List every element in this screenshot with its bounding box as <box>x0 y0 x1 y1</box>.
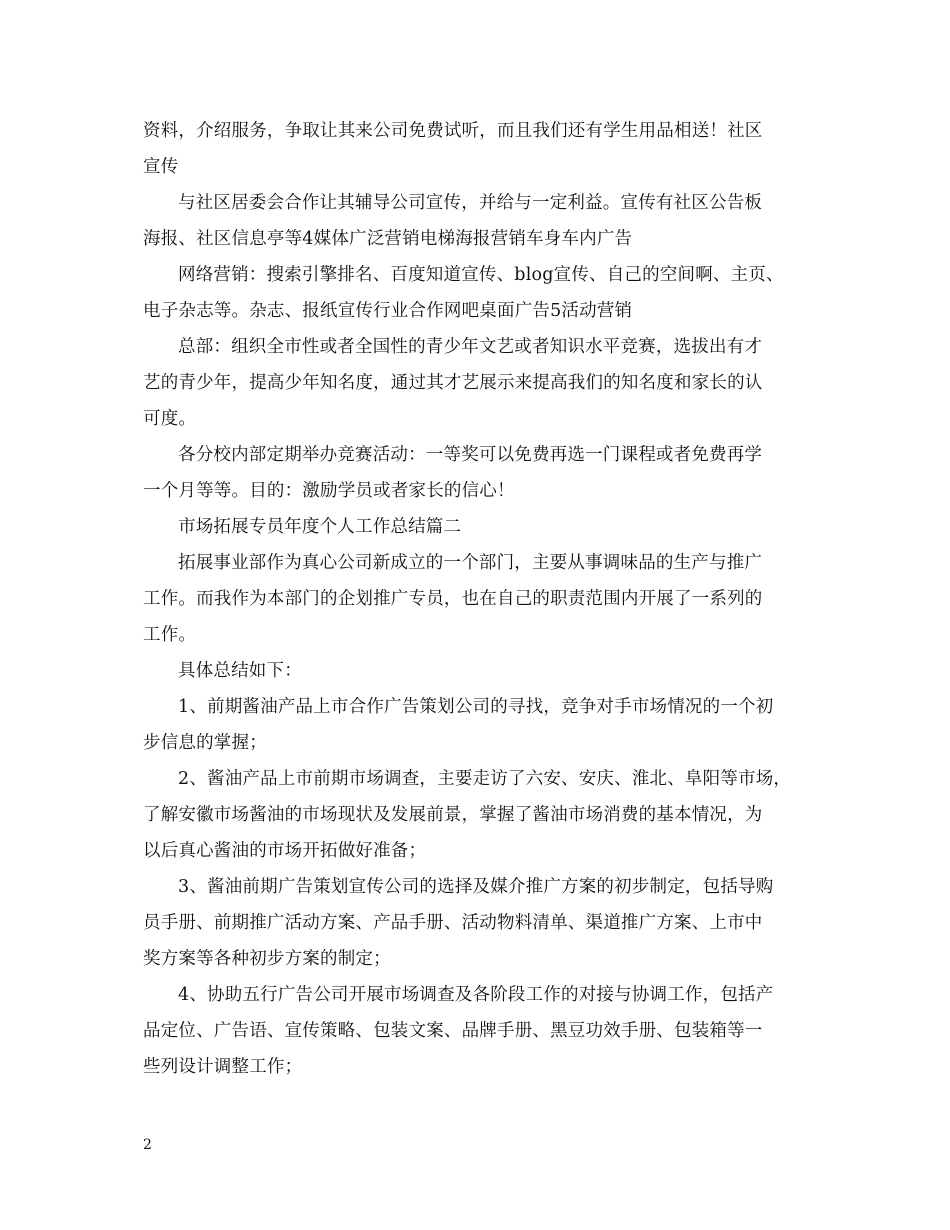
section-heading: 市场拓展专员年度个人工作总结篇二 <box>178 517 462 537</box>
paragraph-start: 与社区居委会合作让其辅导公司宣传，并给与一定利益。宣传有社区公告板 <box>178 193 763 213</box>
text-line: 些列设计调整工作； <box>143 1057 303 1077</box>
paragraph-start: 各分校内部定期举办竞赛活动：一等奖可以免费再选一门课程或者免费再学 <box>178 445 763 465</box>
paragraph-start: 具体总结如下： <box>178 661 302 681</box>
list-item-1: 1、前期酱油产品上市合作广告策划公司的寻找，竞争对手市场情况的一个初 <box>178 697 774 717</box>
text-line: 电子杂志等。杂志、报纸宣传行业合作网吧桌面广告5活动营销 <box>143 301 633 321</box>
list-item-2: 2、酱油产品上市前期市场调查，主要走访了六安、安庆、淮北、阜阳等市场， <box>178 769 792 789</box>
text-line: 员手册、前期推广活动方案、产品手册、活动物料清单、渠道推广方案、上市中 <box>143 913 763 933</box>
text-line: 奖方案等各种初步方案的制定； <box>143 949 391 969</box>
text-line: 了解安徽市场酱油的市场现状及发展前景，掌握了酱油市场消费的基本情况，为 <box>143 805 763 825</box>
list-item-3: 3、酱油前期广告策划宣传公司的选择及媒介推广方案的初步制定，包括导购 <box>178 877 774 897</box>
text-line: 以后真心酱油的市场开拓做好准备； <box>143 841 427 861</box>
text-line: 工作。而我作为本部门的企划推广专员，也在自己的职责范围内开展了一系列的 <box>143 589 763 609</box>
paragraph-start: 网络营销：搜索引擎排名、百度知道宣传、blog宣传、自己的空间啊、主页、 <box>178 265 784 285</box>
text-line: 品定位、广告语、宣传策略、包装文案、品牌手册、黑豆功效手册、包装箱等一 <box>143 1021 763 1041</box>
text-line: 资料，介绍服务，争取让其来公司免费试听，而且我们还有学生用品相送！社区 <box>143 121 763 141</box>
text-line: 海报、社区信息亭等4媒体广泛营销电梯海报营销车身车内广告 <box>143 229 633 249</box>
text-line: 可度。 <box>143 409 197 429</box>
paragraph-start: 总部：组织全市性或者全国性的青少年文艺或者知识水平竞赛，选拔出有才 <box>178 337 763 357</box>
text-line: 步信息的掌握； <box>143 733 267 753</box>
list-item-4: 4、协助五行广告公司开展市场调查及各阶段工作的对接与协调工作，包括产 <box>178 985 774 1005</box>
text-line: 工作。 <box>143 625 197 645</box>
text-line: 艺的青少年，提高少年知名度，通过其才艺展示来提高我们的知名度和家长的认 <box>143 373 763 393</box>
text-line: 宣传 <box>143 157 179 177</box>
paragraph-start: 拓展事业部作为真心公司新成立的一个部门，主要从事调味品的生产与推广 <box>178 553 763 573</box>
text-line: 一个月等等。目的：激励学员或者家长的信心！ <box>143 481 515 501</box>
page-number: 2 <box>143 1137 152 1153</box>
